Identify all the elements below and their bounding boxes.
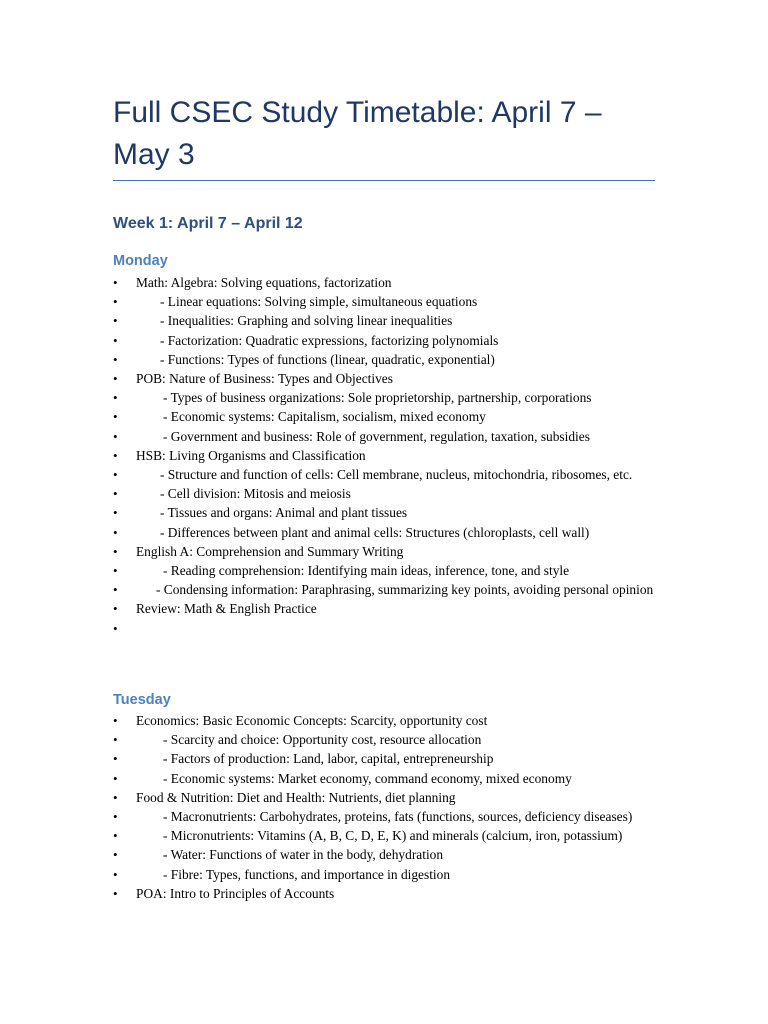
list-item <box>113 599 658 618</box>
list-item-text: - Water: Functions of water in the body, dehydration <box>163 847 444 863</box>
bullet-icon: • <box>113 828 118 844</box>
list-item <box>113 311 658 330</box>
monday-list <box>113 273 658 636</box>
list-item <box>113 503 658 522</box>
title-divider <box>113 180 655 181</box>
list-item <box>113 769 658 788</box>
bullet-icon: • <box>113 524 118 540</box>
bullet-icon: • <box>113 563 118 579</box>
list-item-text: - Tissues and organs: Animal and plant tissues <box>160 505 408 521</box>
list-item-text: - Condensing information: Paraphrasing, summarizing key points, avoiding personal opinion <box>156 582 654 598</box>
list-item-text: - Micronutrients: Vitamins (A, B, C, D, E, K) and minerals (calcium, iron, potassium) <box>163 828 623 844</box>
list-item <box>113 542 658 561</box>
list-item <box>113 523 658 542</box>
list-item <box>113 427 658 446</box>
list-item-text: - Functions: Types of functions (linear, quadratic, exponential) <box>160 351 495 367</box>
bullet-icon: • <box>113 601 118 617</box>
bullet-icon: • <box>113 390 118 406</box>
list-item <box>113 730 658 749</box>
bullet-icon: • <box>113 582 118 598</box>
list-item-text: POA: Intro to Principles of Accounts <box>136 885 335 901</box>
bullet-icon: • <box>113 770 118 786</box>
list-item <box>113 807 658 826</box>
list-item <box>113 788 658 807</box>
tuesday-list <box>113 711 658 903</box>
bullet-icon: • <box>113 866 118 882</box>
bullet-icon: • <box>113 847 118 863</box>
list-item-text: - Government and business: Role of government, regulation, taxation, subsidies <box>163 428 590 444</box>
list-item-text: - Factors of production: Land, labor, capital, entrepreneurship <box>163 751 494 767</box>
list-item-text: HSB: Living Organisms and Classification <box>136 447 366 463</box>
list-item-text: - Cell division: Mitosis and meiosis <box>160 486 351 502</box>
week-heading: Week 1: April 7 – April 12 <box>113 215 303 232</box>
list-item <box>113 446 658 465</box>
list-item <box>113 884 658 903</box>
list-item <box>113 484 658 503</box>
bullet-icon: • <box>113 467 118 483</box>
list-item <box>113 273 658 292</box>
list-item <box>113 407 658 426</box>
list-item-text: Economics: Basic Economic Concepts: Scarcity, opportunity cost <box>136 713 488 728</box>
list-item-text: - Differences between plant and animal cells: Structures (chloroplasts, cell wall) <box>160 524 590 540</box>
list-item-text: English A: Comprehension and Summary Writing <box>136 543 404 559</box>
list-item-text: - Reading comprehension: Identifying main ideas, inference, tone, and style <box>163 563 570 579</box>
list-item-text: - Fibre: Types, functions, and importance in digestion <box>163 866 451 882</box>
bullet-icon: • <box>113 332 118 348</box>
list-item <box>113 749 658 768</box>
bullet-icon: • <box>113 505 118 521</box>
bullet-icon: • <box>113 486 118 502</box>
list-item <box>113 845 658 864</box>
document-title: Full CSEC Study Timetable: April 7 – May 3 <box>113 96 602 171</box>
list-item <box>113 580 658 599</box>
list-item-text: - Macronutrients: Carbohydrates, proteins, fats (functions, sources, deficiency diseases) <box>163 809 633 825</box>
list-item <box>113 369 658 388</box>
bullet-icon: • <box>113 809 118 825</box>
list-item-text: - Factorization: Quadratic expressions, factorizing polynomials <box>160 332 499 348</box>
bullet-icon: • <box>113 751 118 767</box>
bullet-icon: • <box>113 371 118 387</box>
bullet-icon: • <box>113 732 118 748</box>
list-item-text: - Structure and function of cells: Cell membrane, nucleus, mitochondria, ribosomes, etc. <box>160 467 633 483</box>
list-item <box>113 388 658 407</box>
list-item <box>113 350 658 369</box>
list-item <box>113 865 658 884</box>
list-item-text: - Linear equations: Solving simple, simultaneous equations <box>160 294 478 310</box>
bullet-icon: • <box>113 713 118 728</box>
bullet-icon: • <box>113 447 118 463</box>
bullet-icon: • <box>113 543 118 559</box>
list-item-text: - Inequalities: Graphing and solving linear inequalities <box>160 313 453 329</box>
list-item-text: - Types of business organizations: Sole proprietorship, partnership, corporations <box>163 390 592 406</box>
bullet-icon: • <box>113 409 118 425</box>
list-item <box>113 292 658 311</box>
bullet-icon: • <box>113 275 118 290</box>
list-item-text: Review: Math & English Practice <box>136 601 317 617</box>
list-item-text: - Economic systems: Market economy, command economy, mixed economy <box>163 770 572 786</box>
list-item <box>113 561 658 580</box>
list-item-text: POB: Nature of Business: Types and Objectives <box>136 371 393 387</box>
list-item-text: Math: Algebra: Solving equations, factorization <box>136 275 392 290</box>
list-item-text: - Economic systems: Capitalism, socialism, mixed economy <box>163 409 486 425</box>
bullet-icon: • <box>113 294 118 310</box>
list-item <box>113 826 658 845</box>
bullet-icon: • <box>113 351 118 367</box>
bullet-icon: • <box>113 789 118 805</box>
list-item-text: - Scarcity and choice: Opportunity cost, resource allocation <box>163 732 482 748</box>
list-item <box>113 331 658 350</box>
bullet-icon: • <box>113 885 118 901</box>
day-heading-tuesday: Tuesday <box>113 692 171 708</box>
list-item-text: Food & Nutrition: Diet and Health: Nutrients, diet planning <box>136 789 456 805</box>
list-item <box>113 711 658 730</box>
list-item <box>113 465 658 484</box>
bullet-icon: • <box>113 428 118 444</box>
day-heading-monday: Monday <box>113 253 168 269</box>
bullet-icon: • <box>113 313 118 329</box>
bullet-icon: • <box>113 620 118 636</box>
